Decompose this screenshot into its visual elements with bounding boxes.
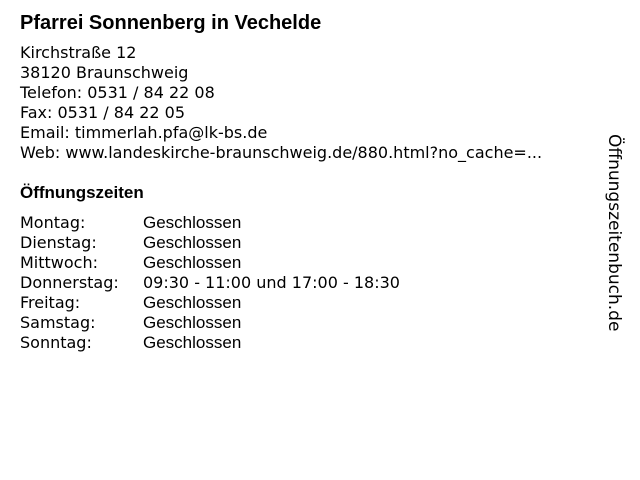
day-label: Donnerstag:: [20, 273, 119, 292]
page-title: Pfarrei Sonnenberg in Vechelde: [20, 12, 322, 34]
day-label: Montag:: [20, 213, 86, 232]
day-label: Samstag:: [20, 313, 96, 332]
address-city: 38120 Braunschweig: [20, 63, 189, 82]
phone-number: Telefon: 0531 / 84 22 08: [20, 83, 215, 102]
hours-value: 09:30 - 11:00 und 17:00 - 18:30: [143, 273, 400, 292]
hours-value: Geschlossen: [143, 333, 242, 352]
hours-value: Geschlossen: [143, 233, 242, 252]
day-label: Sonntag:: [20, 333, 92, 352]
hours-value: Geschlossen: [143, 213, 242, 232]
opening-hours-heading: Öffnungszeiten: [20, 183, 144, 202]
hours-value: Geschlossen: [143, 253, 242, 272]
site-brand-watermark: Öffnungszeitenbuch.de: [604, 134, 624, 332]
hours-value: Geschlossen: [143, 293, 242, 312]
day-label: Dienstag:: [20, 233, 97, 252]
contact-block: [20, 43, 542, 163]
email-address: Email: timmerlah.pfa@lk-bs.de: [20, 123, 268, 142]
address-street: Kirchstraße 12: [20, 43, 137, 62]
website-url: Web: www.landeskirche-braunschweig.de/880.html?no_cache=...: [20, 143, 543, 162]
fax-number: Fax: 0531 / 84 22 05: [20, 103, 186, 122]
day-label: Freitag:: [20, 293, 81, 312]
day-label: Mittwoch:: [20, 253, 98, 272]
hours-value: Geschlossen: [143, 313, 242, 332]
